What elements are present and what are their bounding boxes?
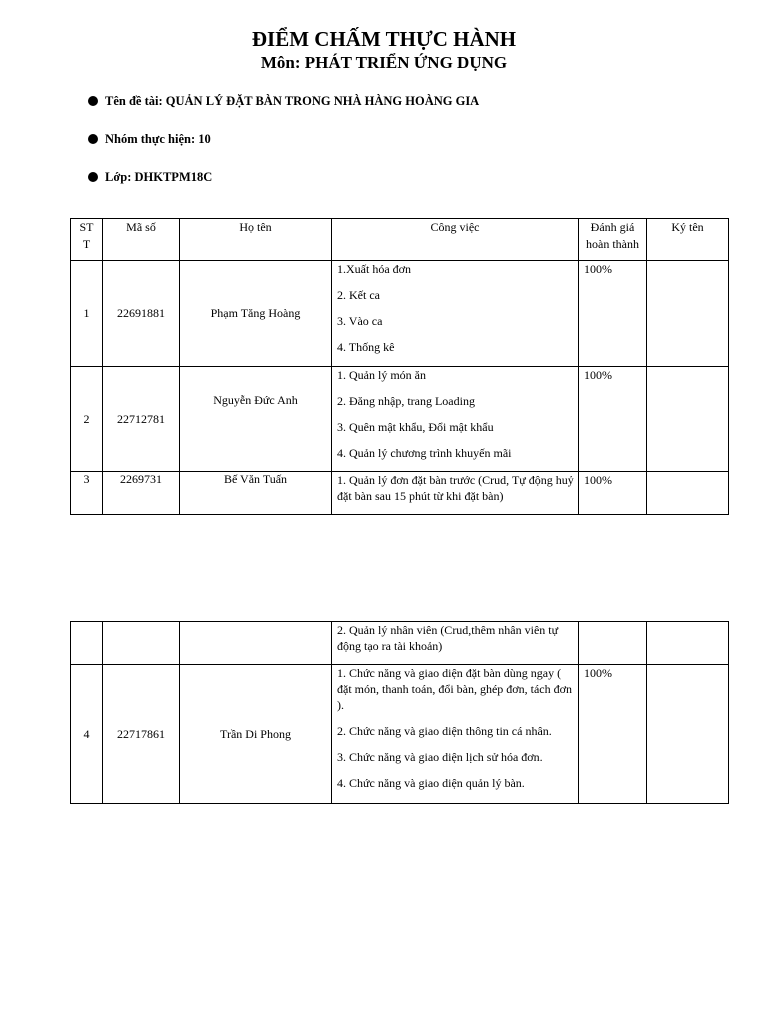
row-rating: 100% (579, 261, 647, 367)
row-rating: 100% (579, 472, 647, 515)
row-name: Phạm Tăng Hoàng (180, 261, 332, 367)
header-name: Họ tên (180, 219, 332, 261)
task-item: 2. Quản lý nhân viên (Crud,thêm nhân viên tự động tạo ra tài khoản) (337, 623, 559, 653)
row-rating: 100% (579, 665, 647, 804)
row-name: Trần Di Phong (180, 665, 332, 804)
row-tasks (332, 367, 579, 472)
header-stt: ST T (71, 219, 103, 261)
task-item: 2. Kết ca (337, 288, 380, 302)
row-stt: 1 (71, 261, 103, 367)
row-stt (71, 622, 103, 665)
task-item: 3. Vào ca (337, 314, 383, 328)
grade-table-page1 (70, 218, 729, 515)
row-id (103, 622, 180, 665)
row-sign (647, 622, 729, 665)
table-row (71, 367, 729, 472)
row-sign (647, 472, 729, 515)
row-tasks (332, 261, 579, 367)
row-name: Nguyễn Đức Anh (180, 367, 332, 472)
topic-line (88, 94, 479, 109)
row-id: 2269731 (103, 472, 180, 515)
task-item: 4. Chức năng và giao diện quản lý bàn. (337, 776, 525, 790)
table-row (71, 261, 729, 367)
group-line (88, 132, 211, 147)
row-id: 22691881 (103, 261, 180, 367)
row-stt: 2 (71, 367, 103, 472)
row-stt: 4 (71, 665, 103, 804)
task-item: 1. Chức năng và giao diện đặt bàn dùng ngay ( đặt món, thanh toán, đổi bàn, ghép đơn, tách đơn ). (337, 666, 572, 712)
task-item: 3. Chức năng và giao diện lịch sử hóa đơn. (337, 750, 543, 764)
task-item: 1. Quản lý đơn đặt bàn trước (Crud, Tự động huỷ đặt bàn sau 15 phút từ khi đặt bàn) (337, 473, 574, 503)
table-row (71, 472, 729, 515)
row-rating (579, 622, 647, 665)
task-item: 2. Chức năng và giao diện thông tin cá nhân. (337, 724, 552, 738)
task-item: 1.Xuất hóa đơn (337, 262, 411, 276)
header-id: Mã số (103, 219, 180, 261)
row-id: 22717861 (103, 665, 180, 804)
row-name (180, 622, 332, 665)
row-rating: 100% (579, 367, 647, 472)
row-sign (647, 367, 729, 472)
row-sign (647, 261, 729, 367)
subject-title: Môn: PHÁT TRIỂN ỨNG DỤNG (260, 53, 508, 72)
group-text: Nhóm thực hiện: 10 (105, 132, 211, 146)
grade-table-page2 (70, 621, 729, 804)
task-item: 4. Thống kê (337, 340, 395, 354)
task-item: 4. Quản lý chương trình khuyến mãi (337, 446, 512, 460)
header-work: Công việc (332, 219, 579, 261)
table-row (71, 622, 729, 665)
row-name: Bế Văn Tuấn (180, 472, 332, 515)
row-tasks (332, 622, 579, 665)
table-header-row (71, 219, 729, 261)
page-title: ĐIỂM CHẤM THỰC HÀNH (251, 27, 517, 51)
task-item: 2. Đăng nhập, trang Loading (337, 394, 475, 408)
row-id: 22712781 (103, 367, 180, 472)
bullet-icon (88, 96, 98, 106)
bullet-icon (88, 134, 98, 144)
header-rating: Đánh giá hoàn thành (579, 219, 647, 261)
row-tasks (332, 665, 579, 804)
bullet-icon (88, 172, 98, 182)
row-tasks (332, 472, 579, 515)
row-stt: 3 (71, 472, 103, 515)
row-sign (647, 665, 729, 804)
task-item: 3. Quên mật khẩu, Đổi mật khẩu (337, 420, 494, 434)
task-item: 1. Quản lý món ăn (337, 368, 426, 382)
header-sign: Ký tên (647, 219, 729, 261)
table-row (71, 665, 729, 804)
topic-text: Tên đề tài: QUẢN LÝ ĐẶT BÀN TRONG NHÀ HÀNG HOÀNG GIA (105, 94, 480, 108)
class-text: Lớp: DHKTPM18C (105, 170, 213, 184)
class-line (88, 170, 212, 185)
